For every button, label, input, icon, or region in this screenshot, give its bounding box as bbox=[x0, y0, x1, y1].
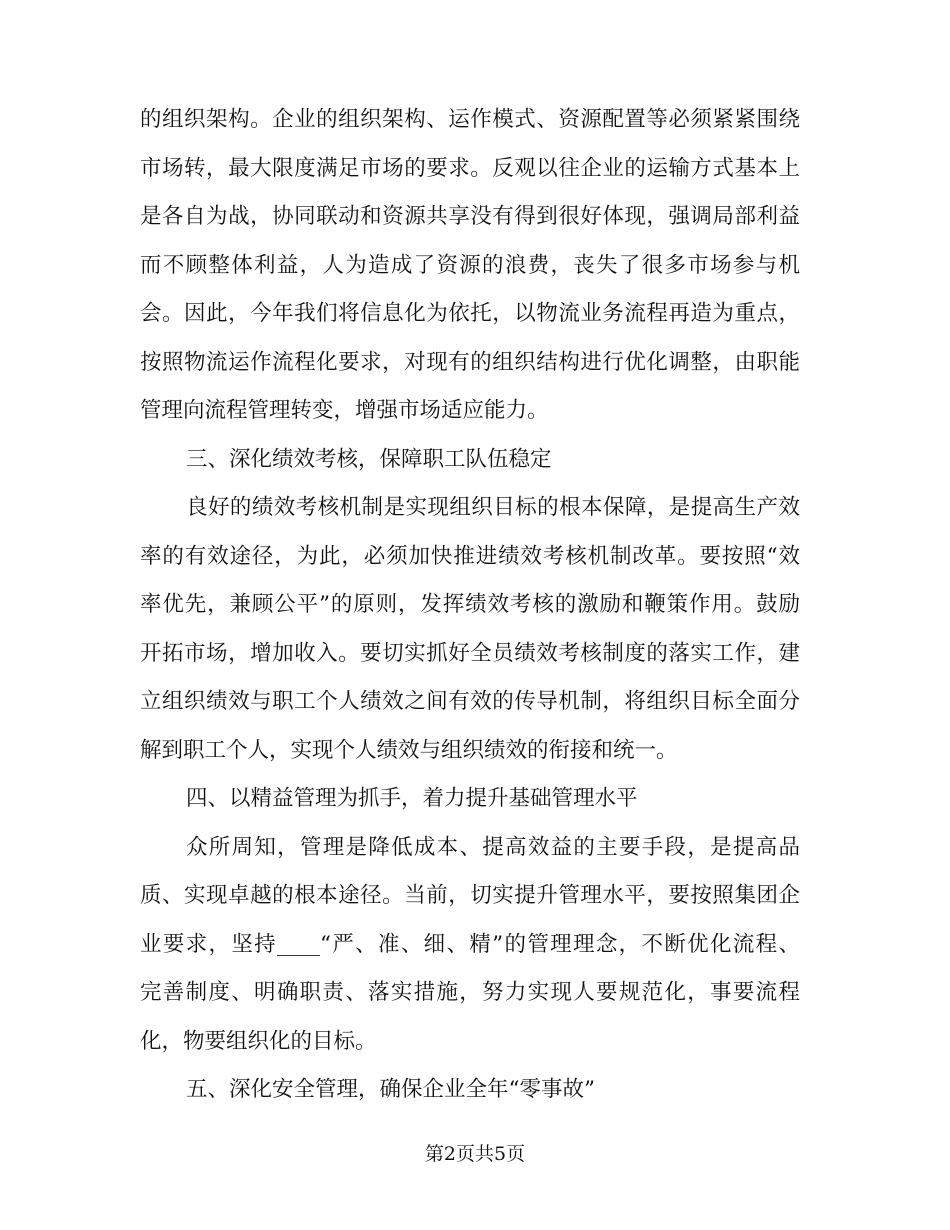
paragraph-line: 管理向流程管理转变，增强市场适应能力。 bbox=[140, 398, 549, 423]
paragraph-line: 开拓市场，增加收入。要切实抓好全员绩效考核制度的落实工作，建 bbox=[140, 640, 800, 666]
paragraph-line: 立组织绩效与职工个人绩效之间有效的传导机制，将组织目标全面分 bbox=[140, 689, 800, 714]
paragraph-line: 业要求，坚持____“严、准、细、精”的管理理念，不断优化流程、 bbox=[140, 931, 800, 957]
paragraph-line: 市场转，最大限度满足市场的要求。反观以往企业的运输方式基本上 bbox=[140, 155, 800, 181]
document-body bbox=[140, 96, 800, 1115]
page-number-footer: 第2页共5页 bbox=[424, 1143, 526, 1165]
paragraph-line: 而不顾整体利益，人为造成了资源的浪费，丧失了很多市场参与机 bbox=[140, 252, 800, 278]
paragraph-line: 解到职工个人，实现个人绩效与组织绩效的衔接和统一。 bbox=[140, 737, 678, 763]
paragraph-line: 按照物流运作流程化要求，对现有的组织结构进行优化调整，由职能 bbox=[140, 349, 800, 375]
paragraph-line: 众所周知，管理是降低成本、提高效益的主要手段，是提高品 bbox=[186, 834, 800, 860]
paragraph-line: 率的有效途径，为此，必须加快推进绩效考核机制改革。要按照“效 bbox=[140, 543, 800, 569]
section-heading: 三、深化绩效考核，保障职工队伍稳定 bbox=[186, 446, 552, 472]
paragraph-line: 率优先，兼顾公平”的原则，发挥绩效考核的激励和鞭策作用。鼓励 bbox=[140, 592, 800, 617]
section-heading: 四、以精益管理为抓手，着力提升基础管理水平 bbox=[186, 786, 638, 811]
section-heading: 五、深化安全管理，确保企业全年“零事故” bbox=[186, 1077, 595, 1102]
paragraph-line: 是各自为战，协同联动和资源共享没有得到很好体现，强调局部利益 bbox=[140, 204, 800, 229]
paragraph-line: 良好的绩效考核机制是实现组织目标的根本保障，是提高生产效 bbox=[186, 495, 800, 520]
paragraph-line: 完善制度、明确职责、落实措施，努力实现人要规范化，事要流程 bbox=[140, 980, 800, 1005]
paragraph-line: 的组织架构。企业的组织架构、运作模式、资源配置等必须紧紧围绕 bbox=[140, 107, 800, 132]
paragraph-line: 质、实现卓越的根本途径。当前，切实提升管理水平，要按照集团企 bbox=[140, 883, 800, 908]
paragraph-line: 化，物要组织化的目标。 bbox=[140, 1028, 377, 1054]
paragraph-line: 会。因此，今年我们将信息化为依托，以物流业务流程再造为重点， bbox=[140, 301, 800, 326]
